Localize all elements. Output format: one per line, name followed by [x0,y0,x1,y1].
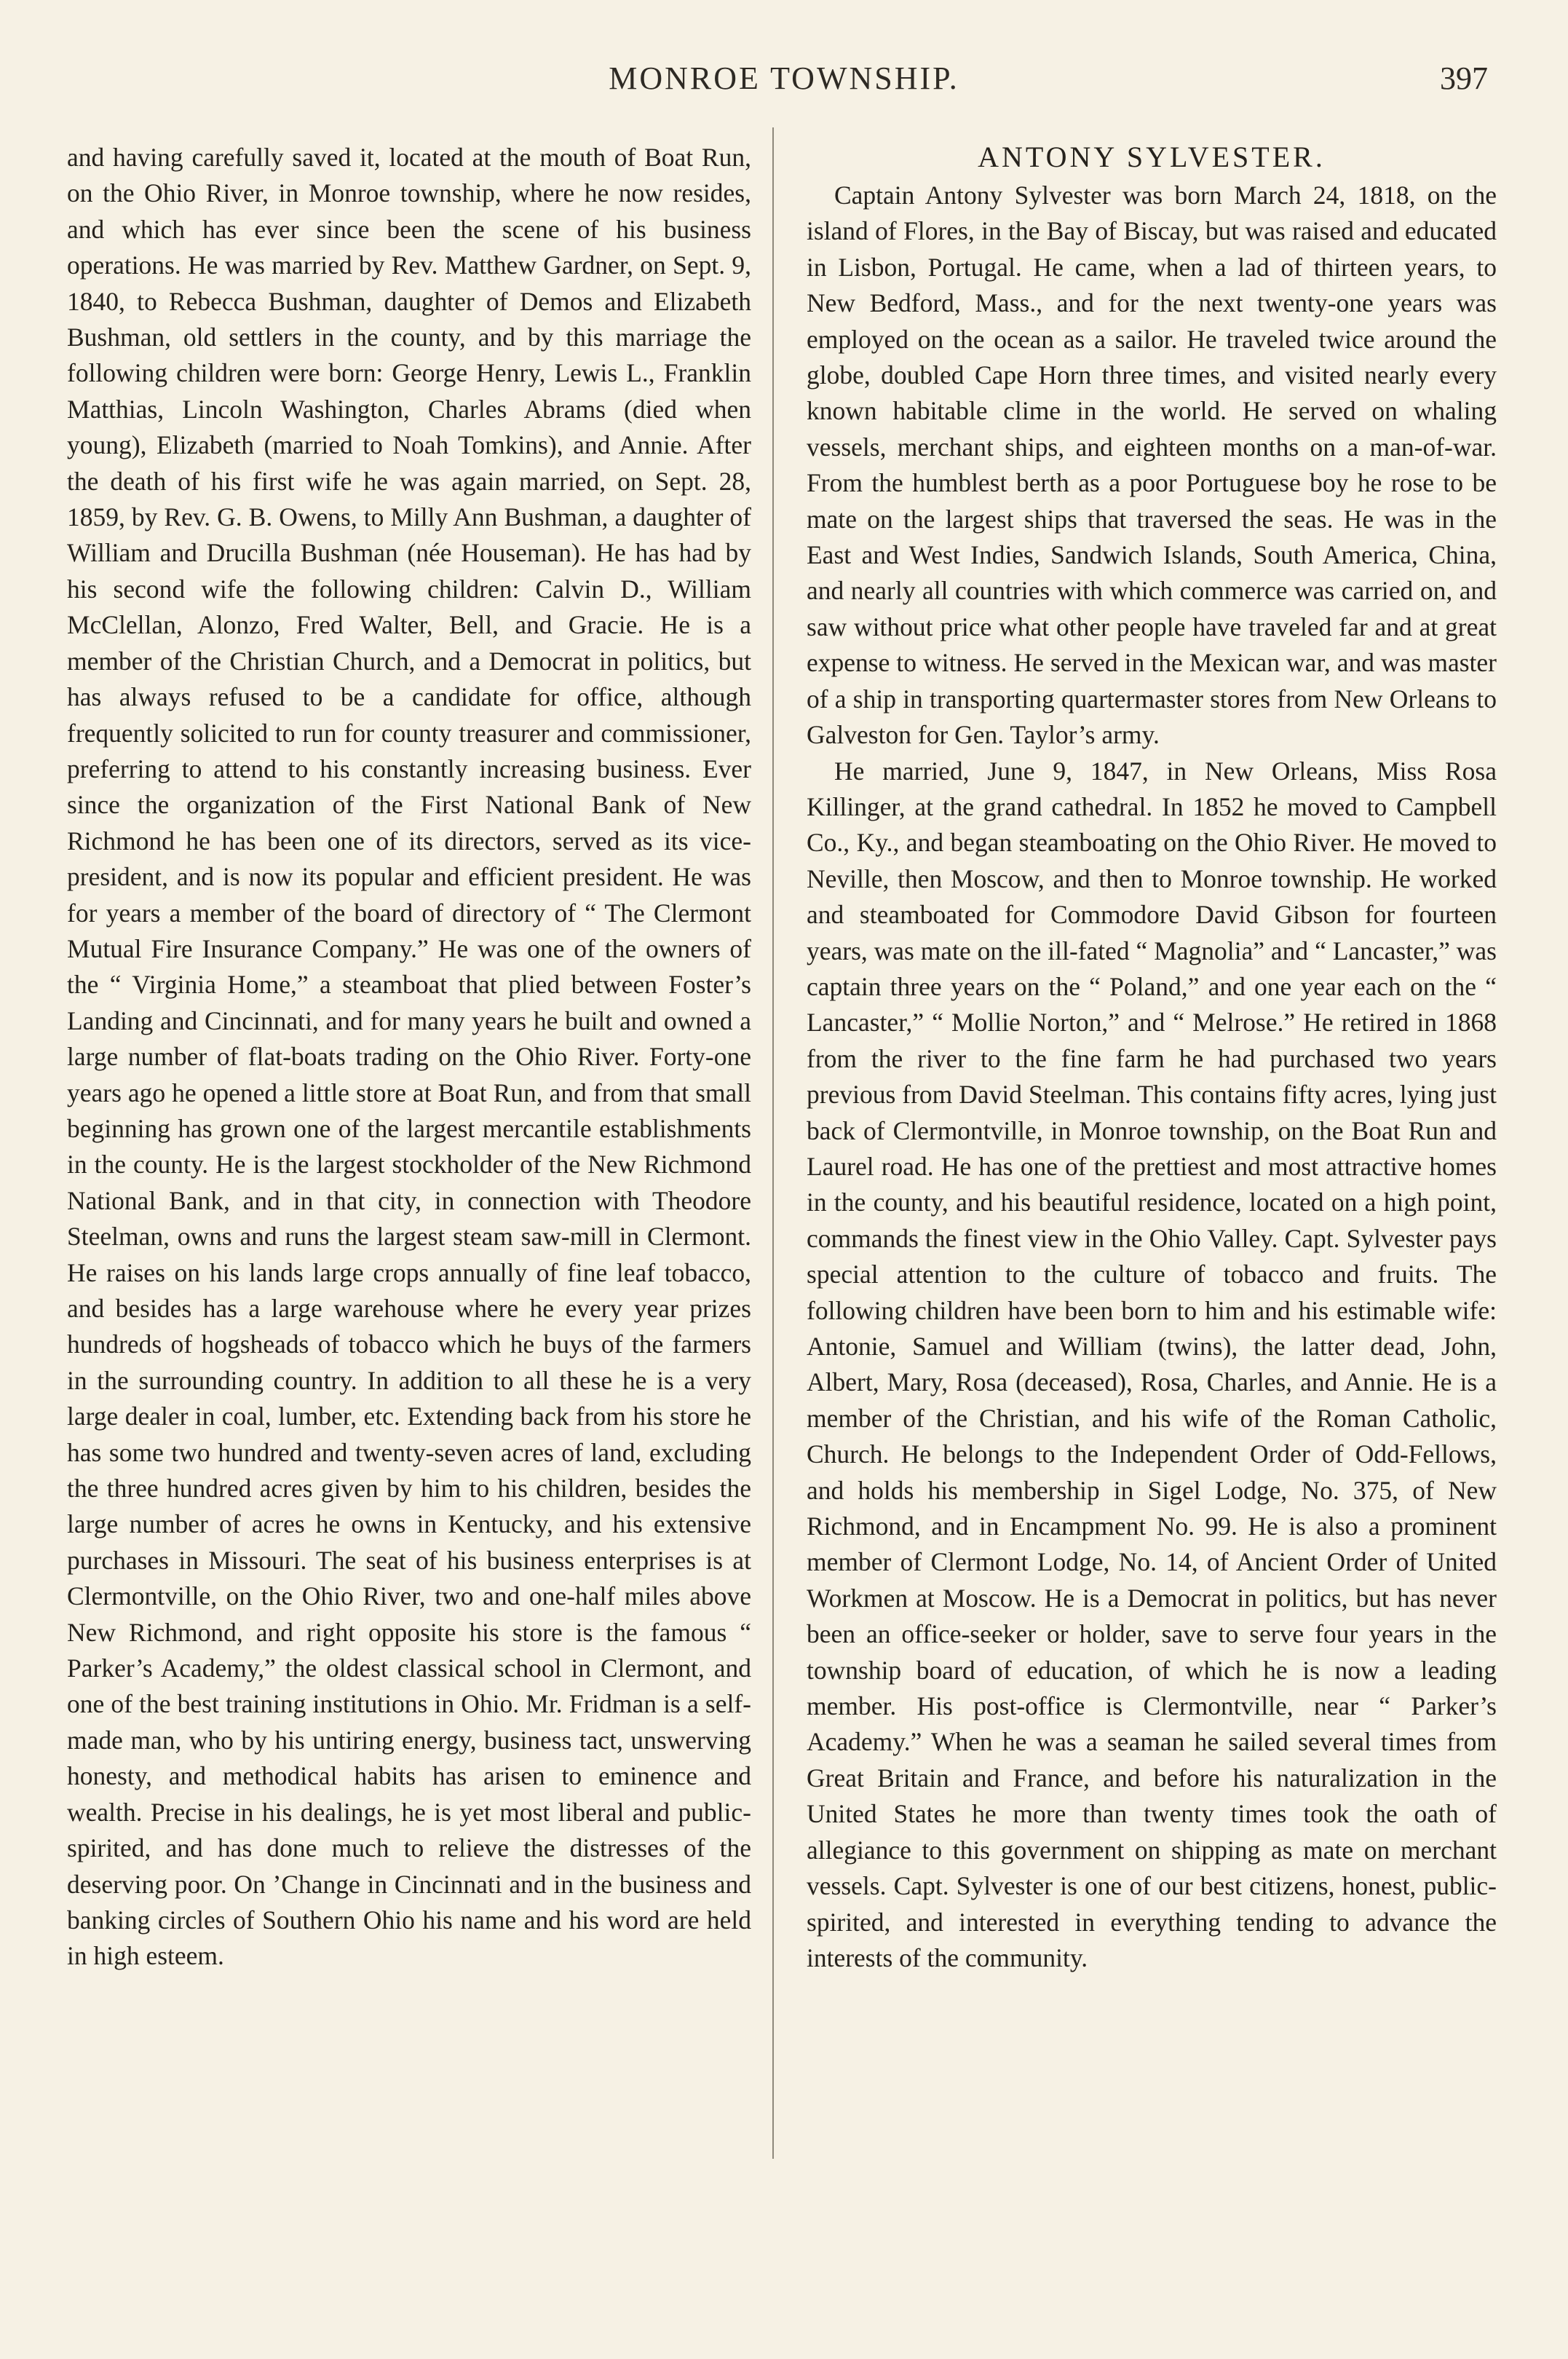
section-title: ANTONY SYLVESTER. [978,141,1326,173]
left-paragraph: and having carefully saved it, located at the mouth of Boat Run, on the Ohio River, in Monroe township, where he now resides, and which has ever since been the scene of his business operations. He was married by Rev. Matthew Gardner, on Sept. 9, 1840, to Rebecca Bushman, daughter of Demos and Elizabeth Bushman, old settlers in the county, and by this marriage the following children were born: George Henry, Lewis L., Franklin Matthias, Lincoln Washington, Charles Abrams (died when young), Elizabeth (married to Noah Tomkins), and Annie. After the death of his first wife he was again married, on Sept. 28, 1859, by Rev. G. B. Owens, to Milly Ann Bushman, a daughter of William and Drucilla Bushman (née Houseman). He has had by his second wife the following children: Calvin D., William McClellan, Alonzo, Fred Walter, Bell, and Gracie. He is a member of the Christian Church, and a Democrat in politics, but has always refused to be a candidate for office, although frequently solicited to run for county treasurer and commissioner, preferring to attend to his constantly increasing business. Ever since the organization of the First National Bank of New Richmond he has been one of its directors, served as its vice-president, and is now its popular and efficient president. He was for years a member of the board of directory of “ The Clermont Mutual Fire Insurance Company.” He was one of the owners of the “ Virginia Home,” a steamboat that plied between Foster’s Landing and Cincinnati, and for many years he built and owned a large number of flat-boats trading on the Ohio River. Forty-one years ago he opened a little store at Boat Run, and from that small beginning has grown one of the largest mercantile establishments in the county. He is the largest stockholder of the New Richmond National Bank, and in that city, in connection with Theodore Steelman, owns and runs the largest steam saw-mill in Clermont. He raises on his lands large crops annually of fine leaf tobacco, and besides has a large warehouse where he every year prizes hundreds of hogsheads of tobacco which he buys of the farmers in the surrounding country. In addition to all these he is a very large dealer in coal, lumber, etc. Extending back from his store he has some two hundred and twenty-seven acres of land, excluding the three hundred acres given by him to his children, besides the large number of acres he owns in Kentucky, and his extensive purchases in Missouri. The seat of his business enterprises is at Clermontville, on the Ohio River, two and one-half miles above New Richmond, and right opposite his store is the famous “ Parker’s Academy,” the oldest classical school in Clermont, and one of the best training institutions in Ohio. Mr. Fridman is a self-made man, who by his untiring energy, business tact, unswerving honesty, and methodical habits has arisen to eminence and wealth. Precise in his dealings, he is yet most liberal and public-spirited, and has done much to relieve the distresses of the deserving poor. On ’Change in Cincinnati and in the business and banking circles of Southern Ohio his name and his word are held in high esteem. [67,143,751,1971]
page-header [0,60,1568,111]
left-column [67,140,751,1975]
right-paragraph-2: He married, June 9, 1847, in New Orleans, Miss Rosa Killinger, at the grand cathedral. In 1852 he moved to Campbell Co., Ky., and began steamboating on the Ohio River. He moved to Neville, then Moscow, and then to Monroe township. He worked and steamboated for Commodore David Gibson for fourteen years, was mate on the ill-fated “ Magnolia” and “ Lancaster,” was captain three years on the “ Poland,” and one year each on the “ Lancaster,” “ Mollie Norton,” and “ Melrose.” He retired in 1868 from the river to the fine farm he had purchased two years previous from David Steelman. This contains fifty acres, lying just back of Clermontville, in Monroe township, on the Boat Run and Laurel road. He has one of the prettiest and most attractive homes in the county, and his beautiful residence, located on a high point, commands the finest view in the Ohio Valley. Capt. Sylvester pays special attention to the culture of tobacco and fruits. The following children have been born to him and his estimable wife: Antonie, Samuel and William (twins), the latter dead, John, Albert, Mary, Rosa (deceased), Rosa, Charles, and Annie. He is a member of the Christian, and his wife of the Roman Catholic, Church. He belongs to the Independent Order of Odd-Fellows, and holds his membership in Sigel Lodge, No. 375, of New Richmond, and in Encampment No. 99. He is also a prominent member of Clermont Lodge, No. 14, of Ancient Order of United Workmen at Moscow. He is a Democrat in politics, but has never been an office-seeker or holder, save to serve four years in the township board of education, of which he is now a leading member. His post-office is Clermontville, near “ Parker’s Academy.” When he was a seaman he sailed several times from Great Britain and France, and before his naturalization in the United States he more than twenty times took the oath of allegiance to this government on shipping as mate on merchant vessels. Capt. Sylvester is one of our best citizens, honest, public-spirited, and interested in everything tending to advance the interests of the community. [807,756,1497,1972]
right-paragraph-1: Captain Antony Sylvester was born March 24, 1818, on the island of Flores, in the Bay of Biscay, but was raised and educated in Lisbon, Portugal. He came, when a lad of thirteen years, to New Bedford, Mass., and for the next twenty-one years was employed on the ocean as a sailor. He traveled twice around the globe, doubled Cape Horn three times, and visited nearly every known habitable clime in the world. He served on whaling vessels, merchant ships, and eighteen months on a man-of-war. From the humblest berth as a poor Portuguese boy he rose to be mate on the largest ships that traversed the seas. He was in the East and West Indies, Sandwich Islands, South America, China, and nearly all countries with which commerce was carried on, and saw without price what other people have traveled far and at great expense to witness. He served in the Mexican war, and was master of a ship in transporting quartermaster stores from New Orleans to Galveston for Gen. Taylor’s army. [807,181,1497,750]
page-number: 397 [1440,60,1488,96]
running-title: MONROE TOWNSHIP. [609,60,959,96]
right-column [807,140,1497,1976]
column-divider [772,127,774,2159]
